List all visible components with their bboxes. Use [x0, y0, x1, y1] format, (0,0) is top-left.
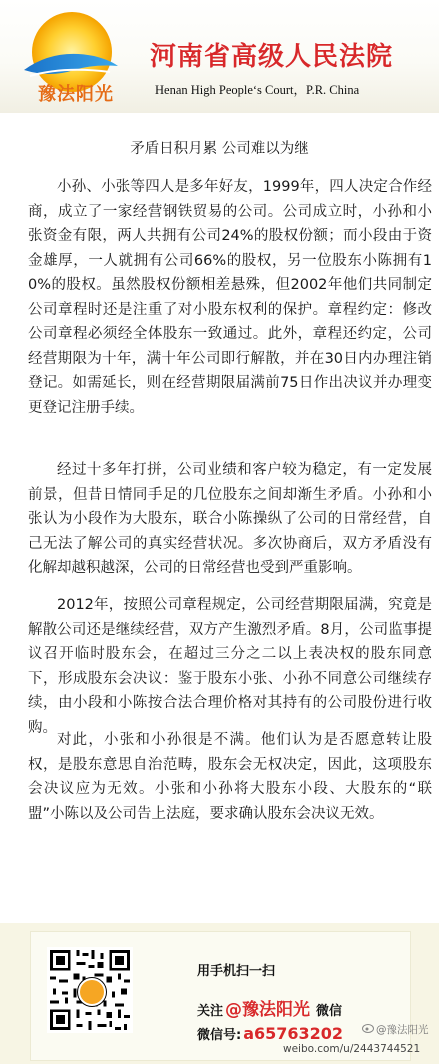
- article-paragraph-3: 2012年，按照公司章程规定，公司经营期限届满，究竟是解散公司还是继续经营，双方产生激烈矛盾。8月，公司监事提议召开临时股东会，在超过三分之二以上表决权的股东同意下，形成股东会决议：鉴于股东小张、小孙不同意公司继续存续，由小段和小陈按合法合理价格对其持有的公司股份进行收购。: [28, 597, 432, 736]
- qr-center-logo-icon: [78, 978, 106, 1006]
- follow-account[interactable]: @豫法阳光: [225, 1000, 311, 1020]
- watermark-handle: @豫法阳光: [376, 1024, 429, 1036]
- article-paragraph-4: 对此，小张和小孙很是不满。他们认为是否愿意转让股权，是股东意思自治范畴，股东会无权决定，因此，这项股东会决议应为无效。小张和小孙将大股东小段、大股东的“联盟”小陈以及公司告上法庭，要求确认股东会决议无效。: [28, 732, 432, 822]
- weibo-logo-icon: [362, 1022, 375, 1033]
- watermark-url: weibo.com/u/2443744521: [283, 1043, 421, 1055]
- article-body: [0, 113, 439, 923]
- article-title: 矛盾日积月累 公司难以为继: [130, 141, 309, 157]
- follow-line: [197, 995, 342, 1020]
- follow-suffix: 微信: [316, 1004, 343, 1019]
- weixin-label: 微信号:: [197, 1028, 242, 1043]
- weixin-id[interactable]: a65763202: [243, 1024, 344, 1043]
- article-paragraph-2: 经过十多年打拼，公司业绩和客户较为稳定，有一定发展前景，但昔日情同手足的几位股东之间却渐生矛盾。小孙和小张认为小段作为大股东，联合小陈操纵了公司的日常经营，自己无法了解公司的真实经营状况。多次协商后，双方矛盾没有化解却越积越深，公司的日常经营也受到严重影响。: [28, 462, 432, 576]
- follow-label: 关注: [197, 1004, 224, 1019]
- weixin-id-line: [197, 1024, 343, 1043]
- page-header: [0, 0, 439, 114]
- article-paragraph-1: 小孙、小张等四人是多年好友，1999年，四人决定合作经商，成立了一家经营钢铁贸易的公司。公司成立时，小孙和小张资金有限，两人共拥有公司24%的股权份额；而小段由于资金雄厚，一人就拥有公司66%的股权，另一位股东小陈拥有10%的股权。虽然股权份额相差悬殊，但2002年他们共同制定公司章程时还是注重了对小股东权利的保护。章程约定：修改公司章程必须经全体股东一致通过。此外，章程还约定，公司经营期限为十年，满十年公司即行解散，并在30日内办理注销登记。如需延长，则在经营期限届满前75日作出决议并办理变更登记注册手续。: [28, 179, 432, 416]
- court-name-en: Henan High People‘s Court，P.R. China: [155, 83, 360, 97]
- logo-text: 豫法阳光: [38, 84, 114, 105]
- court-name-cn: 河南省高级人民法院: [150, 42, 394, 72]
- scan-instruction: 用手机扫一扫: [197, 964, 276, 979]
